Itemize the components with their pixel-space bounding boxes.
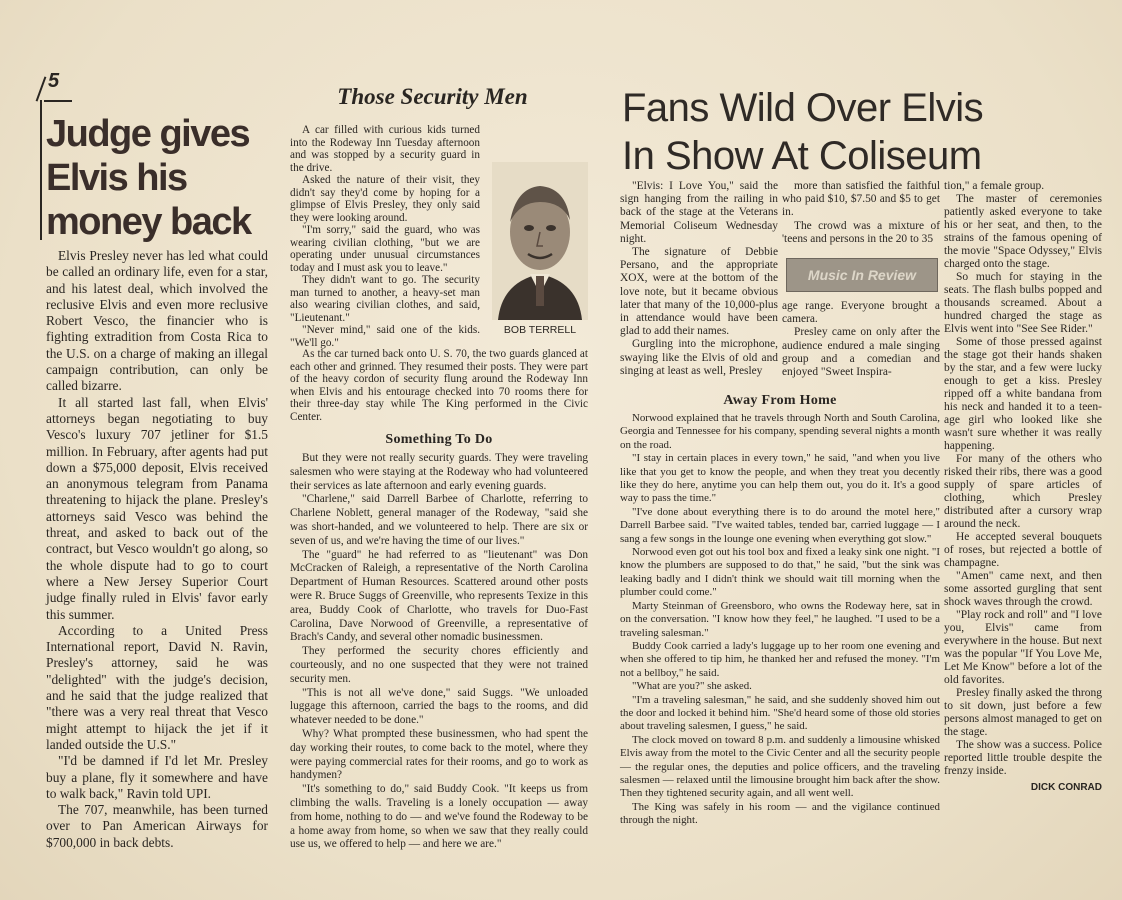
left-article-body [46,248,268,851]
byline: DICK CONRAD [1030,782,1102,793]
left-headline [46,112,268,244]
paragraph: "This is not all we've done," said Suggs. "We unloaded luggage this afternoon, carried the bags to the rooms, and did whatever needed to be done." [290,686,588,727]
photo-caption: BOB TERRELL [503,324,577,336]
paragraph: But they were not really security guards. They were traveling salesmen who were staying at the Rodeway who had volunteered their services as late afternoon and early evening guards. [290,452,588,492]
paragraph: A car filled with curious kids turned into the Rodeway Inn Tuesday afternoon and was stopped by a security guard in the drive. [290,124,480,174]
paragraph: The show was a success. Police reported little trouble despite the frenzy inside. [944,739,1102,777]
portrait-image [492,162,588,320]
paragraph: The "guard" he had referred to as "lieutenant" was Don McCracken of Raleigh, a representative of the North Carolina Department of Human Resources. Scattered around other posts were R. Bruce Suggs of Greenville, who represents Texize in this area, Buddy Cook of Charlotte, who travels for Duo-Fast Carolina, Dave Norwood of Greenville, a representative of Brach's Candy, and several other nomadic businessmen. [290,548,588,644]
paragraph: Some of those pressed against the stage got their hands shaken by the star, and a few were lucky enough to get a kiss. Presley ripped off a white bandana from his neck and handed it to a teen-age girl who looked like she wasn't sure whether it was really happening. [944,336,1102,452]
paragraph: The 707, meanwhile, has been turned over to Pan American Airways for $700,000 in back debts. [46,802,268,850]
paragraph: tion," a female group. [944,180,1045,192]
paragraph: The signature of Debbie Persano, and the appropriate XOX, were at the bottom of the love note, but it became obvious later that many of the 10,000-plus in attendance would have been glad to add their names. [620,246,778,338]
paragraph: Marty Steinman of Greensboro, who owns the Rodeway here, sat in on the conversation. "I know how they feel," he laughed. "I used to be a traveling salesman." [620,599,940,639]
paragraph: As the car turned back onto U. S. 70, the two guards glanced at each other and grinned. They resumed their posts. They were part of the heavy cordon of security flung around the Rodeway Inn when Elvis and his entourage checked into 70 rooms there for their three-day stay while The King performed in the Civic Center. [290,348,588,423]
paragraph: So much for staying in the seats. The flash bulbs popped and thousands screamed. About a hundred charged the stage as Elvis went into "See See Rider." [944,271,1102,335]
paragraph: The crowd was a mixture of 'teens and persons in the 20 to 35 [782,219,940,245]
middle-subhead: Something To Do [385,432,493,447]
middle-wide-text [290,348,588,423]
music-in-review-badge [786,258,938,292]
middle-body [290,452,588,852]
paragraph: "What are you?" she asked. [632,680,752,693]
left-headline-line: Judge gives [46,113,250,155]
right-headline [622,84,1062,180]
paragraph: The clock moved on toward 8 p.m. and suddenly a limousine whisked Elvis away from the motel to the Civic Center and all the security people — the regular ones, the deputies and police officers, and the traveling salesmen — relaxed until the limousine brought him back after the show. Then they tightened security again, and all went well. [620,733,940,800]
page-number-rule [44,100,72,102]
right-col-b-bottom [782,300,940,379]
paragraph: They performed the security chores efficiently and courteously, and no one suspected that they were not trained security men. [290,645,588,685]
paragraph: more than satisfied the faithful who paid $10, $7.50 and $5 to get in. [782,180,940,219]
middle-intro [290,124,480,349]
paragraph: The King was safely in his room — and the vigilance continued through the night. [620,800,940,827]
paragraph: Gurgling into the microphone, swaying like the Elvis of old and singing at least as well, Presley [620,338,778,377]
badge-label: Music In Review [807,267,917,283]
paragraph: age range. Everyone brought a camera. [782,300,940,326]
paragraph: They didn't want to go. The security man turned to another, a heavy-set man also wearing civilian clothes, and said, "Lieutenant." [290,274,480,324]
paragraph: According to a United Press International report, David N. Ravin, Presley's attorney, said he was "delighted" with the judge's decision, and he said that the judge realized that "there was a very real threat that Vesco might attempt to hijack the jet if it landed outside the U.S." [46,622,268,752]
paragraph: "I've done about everything there is to do around the motel here," Darrell Barbee said. "I've waited tables, tended bar, carried luggage — I sang a few songs in the lounge one evening when everything got slow." [620,505,940,545]
paragraph: "Charlene," said Darrell Barbee of Charlotte, referring to Charlene Noblett, general manager of the Rodeway, "said she was short-handed, and we volunteered to help. There are six or seven of us, and we're having the time of our lives." [290,493,588,547]
paragraph: It all started last fall, when Elvis' attorneys began negotiating to buy Vesco's luxury 707 jetliner for $1.5 million. In February, after agents had put down a $75,000 deposit, Elvis received an anonymous telegram from Panama threatening to hijack the plane. Presley's attorneys said Vesco was behind the threat, and asked to back out of the contract, but Vesco wouldn't go along, so the whole dispute had to go to court where a New Jersey Superior Court judge finally ruled in Elvis' favor early this summer. [46,394,268,622]
page-number: 5 [48,70,60,92]
paragraph: Asked the nature of their visit, they didn't say they'd come by hoping for a glimpse of Elvis Presley, they only said they were looking around. [290,174,480,224]
right-headline-line: Fans Wild Over Elvis [622,86,984,130]
paragraph: Norwood even got out his tool box and fixed a leaky sink one night. "I know the plumbers are supposed to do that," he said, "but the sink was leaking badly and I didn't think we should wait till morning when the plumber could come." [620,546,940,599]
right-col-a [620,180,778,378]
right-col-c [944,180,1102,794]
paragraph: "Amen" came next, and then some assorted gurgling that sent shock waves through the crowd. [944,570,1102,608]
right-headline-line: In Show At Coliseum [622,134,982,178]
right-col-b-top [782,180,940,246]
left-headline-line: money back [46,201,251,243]
paragraph: "Elvis: I Love You," said the sign hanging from the railing in back of the stage at the Veterans Memorial Coliseum Wednesday night. [620,180,778,245]
paragraph: "Play rock and roll" and "I love you, Elvis" came from everywhere in the house. But next was the popular "If You Love Me, Let Me Know" before a lot of the old favorites. [944,609,1102,686]
paragraph: "I'd be damned if I'd let Mr. Presley buy a plane, fly it somewhere and have to walk back," Ravin told UPI. [46,753,268,801]
paragraph: Norwood explained that he travels through North and South Carolina, Georgia and Tennessee for his company, spending several nights a month on the road. [620,412,940,451]
paragraph: "Never mind," said one of the kids. "We'll go." [290,324,480,349]
paragraph: "I'm a traveling salesman," he said, and she suddenly shoved him out the door and locked it behind him. "She'd heard some of those old stories about traveling salesmen, I guess," he said. [620,693,940,733]
left-headline-line: Elvis his [46,157,187,199]
right-subhead: Away From Home [723,393,837,408]
paragraph: Why? What prompted these businessmen, who had spent the day working their routes, to come back to the motel, where they were paying commercial rates for their rooms, and go to work as handymen? [290,727,588,782]
away-from-home-body [620,412,940,828]
paragraph: Buddy Cook carried a lady's luggage up to her room one evening and when she offered to tip him, he thanked her and refused the money. "I'm not a bellboy," he said. [620,639,940,679]
paragraph: Presley came on only after the audience endured a male singing group and a comedian and enjoyed "Sweet Inspira- [782,326,940,379]
paragraph: The master of ceremonies patiently asked everyone to take his or her seat, and then, to the strains of the famous opening of the movie "Space Odyssey," Elvis charged onto the stage. [944,193,1102,270]
paragraph: "It's something to do," said Buddy Cook. "It keeps us from climbing the walls. Traveling is a lonely occupation — away from home, nothing to do — and we've found the Rodeway to be a home away from home, so when we saw that they really could use us, we offered to help — and here we are." [290,783,588,851]
page-number-slash [36,76,47,101]
paragraph: "I'm sorry," said the guard, who was wearing civilian clothing, "but we are operating under unusual circumstances today and I must ask you to leave." [290,224,480,274]
paragraph: "I stay in certain places in every town," he said, "and when you live like that you get to know the people, and when they treat you decently like they do here, anytime you can help them out, you do it. It's a good way to pass the time." [620,452,940,505]
paragraph: Presley finally asked the throng to sit down, just before a few persons almost managed to get on the stage. [944,687,1102,738]
middle-headline: Those Security Men [337,84,528,109]
paragraph: For many of the others who risked their ribs, there was a good supply of spare articles of clothing, which Presley distributed after a cursory wrap around the neck. [944,453,1102,530]
column-rule [40,100,42,240]
author-photo [492,162,588,320]
paragraph: He accepted several bouquets of roses, but rejected a bottle of champagne. [944,531,1102,569]
paragraph: Elvis Presley never has led what could be called an ordinary life, even for a star, and his latest deal, which involved the reclusive Elvis and even more reclusive Robert Vesco, the financier who is fighting extradition from Costa Rica to the U.S. on a charge of making an illegal campaign contribution, can only be called bizarre. [46,248,268,394]
